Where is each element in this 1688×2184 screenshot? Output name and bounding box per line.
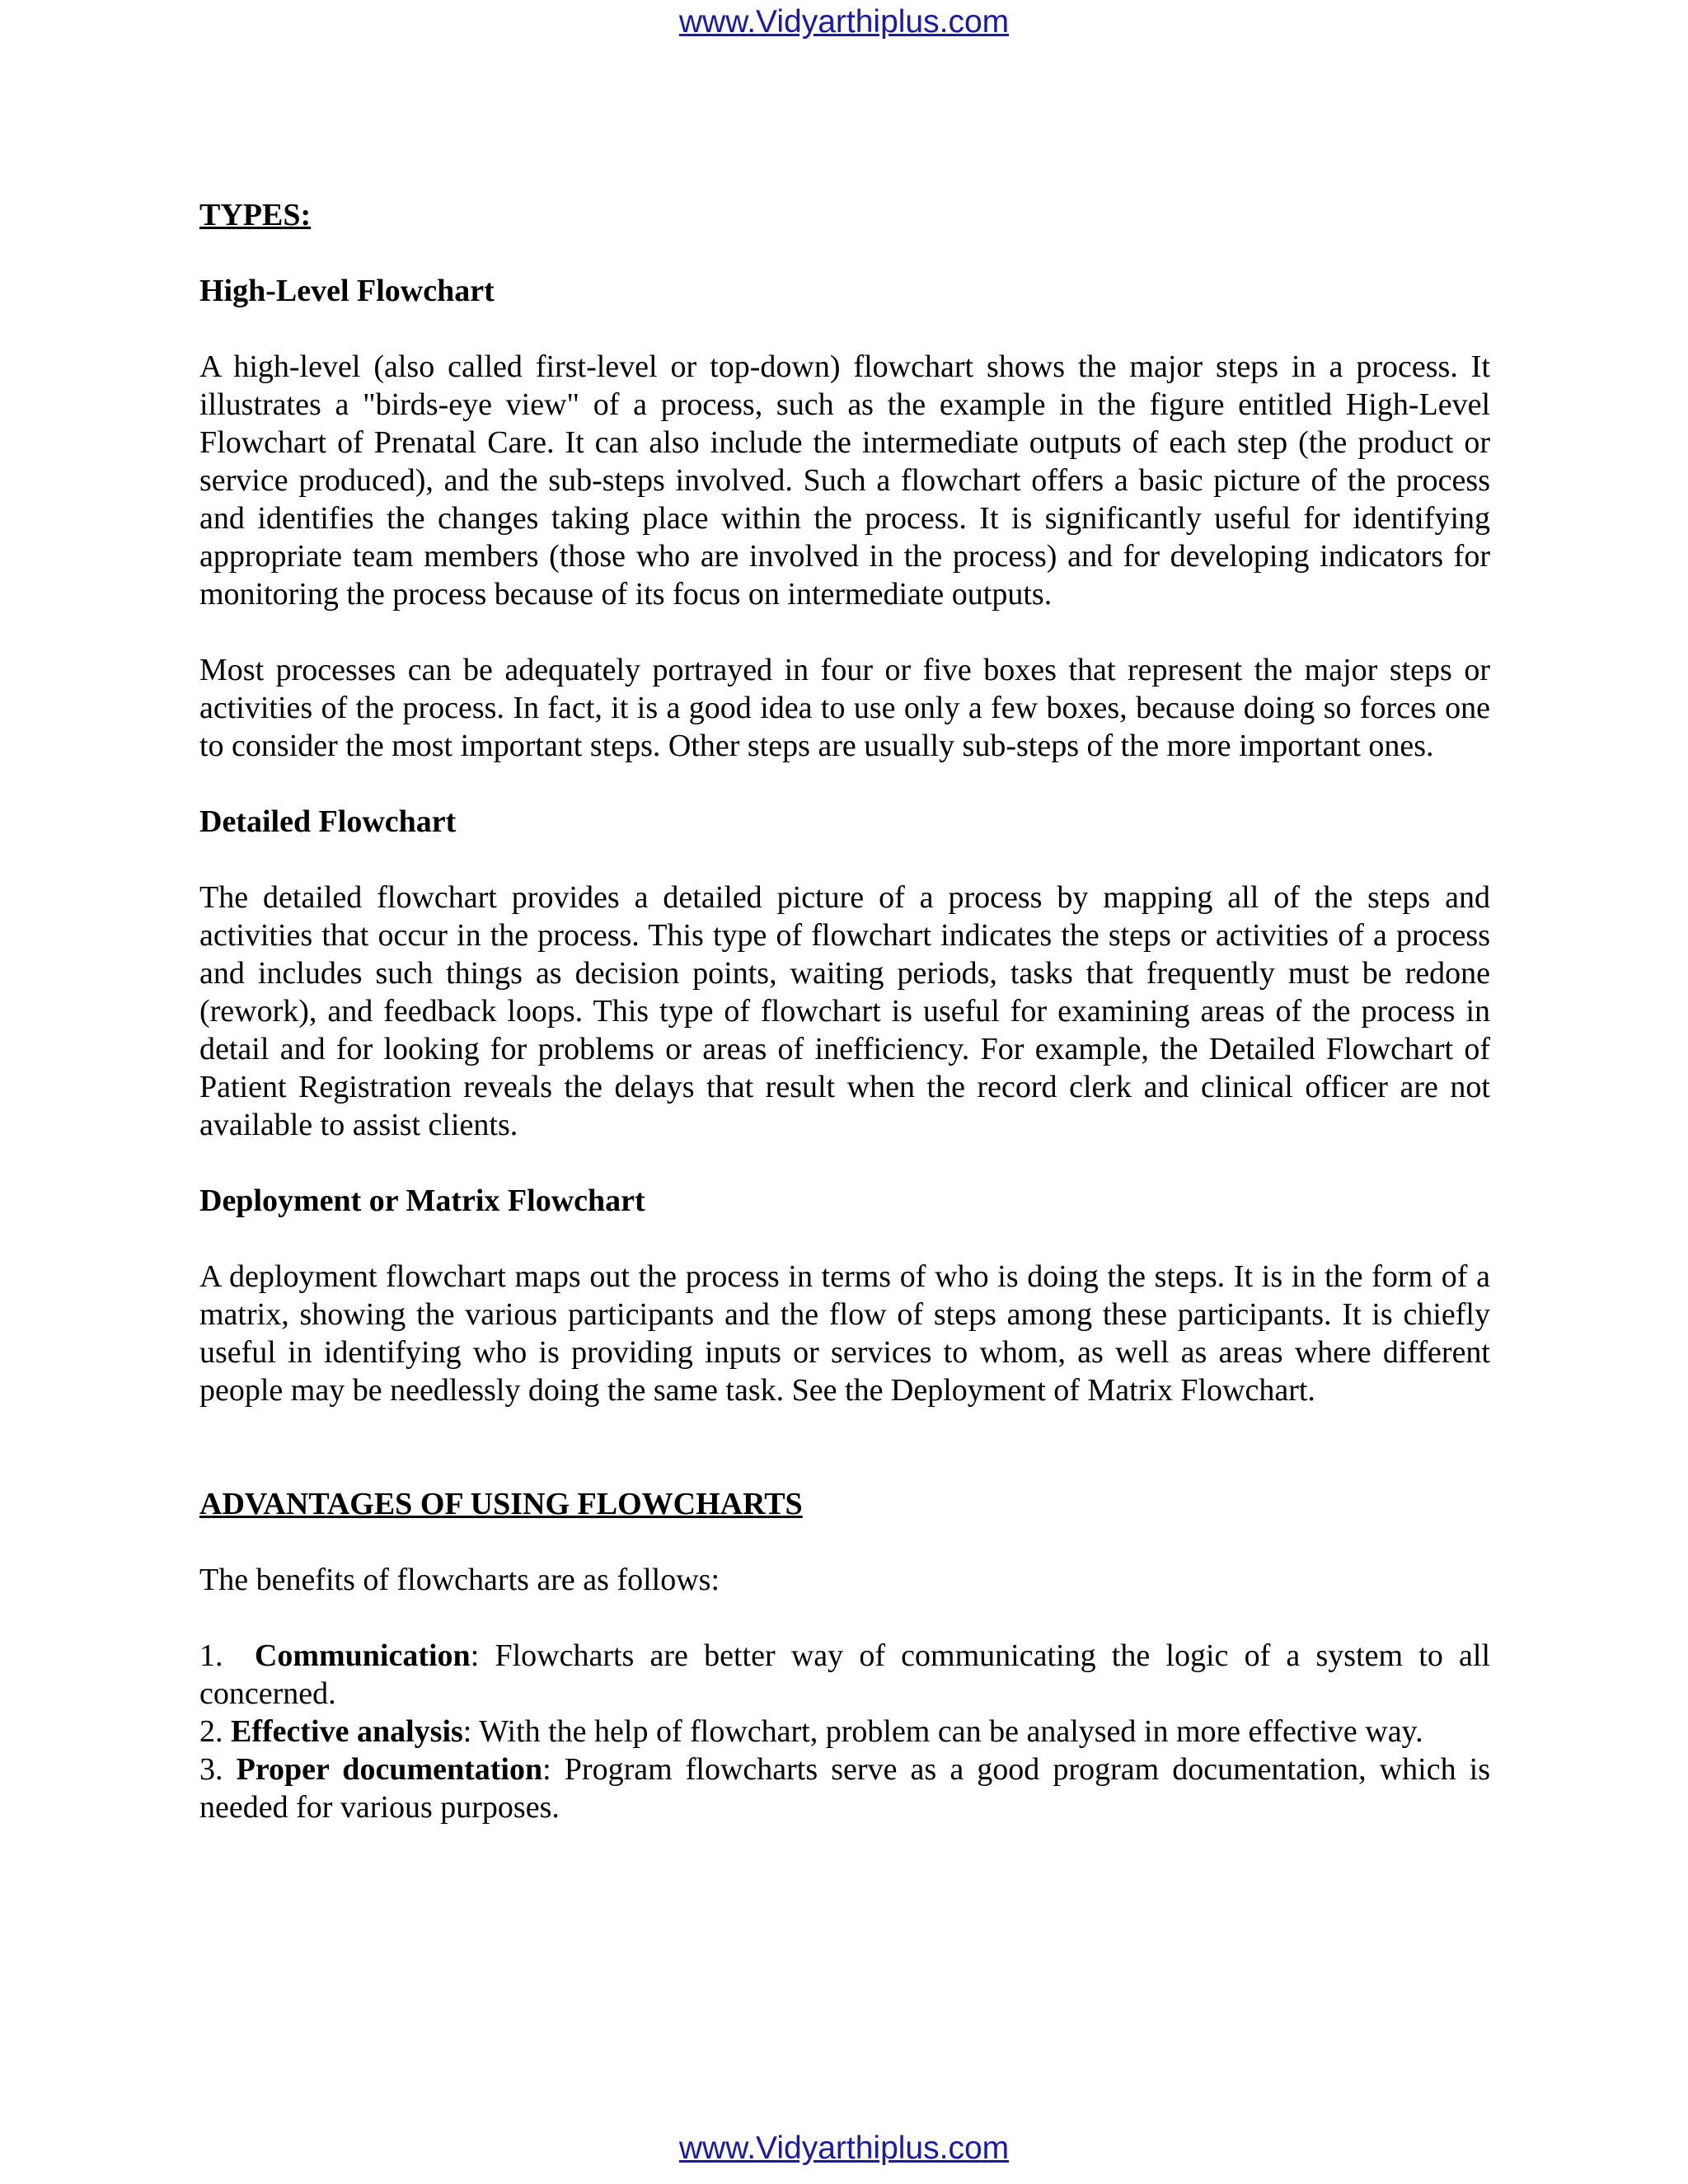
types-title: TYPES: (199, 198, 312, 232)
detailed-paragraph: The detailed flowchart provides a detailed picture of a process by mapping all of the steps and activities that occur in the process. This type of flowchart indicates the steps or activities of a process and includes such things as decision points, waiting periods, tasks that frequently must be redone (rework), and feedback loops. This type of flowchart is useful for examining areas of the process in detail and for looking for problems or areas of inefficiency. For example, the Detailed Flowchart of Patient Registration reveals the delays that result when the record clerk and clinical officer are not available to assist clients. (199, 880, 1490, 1142)
list-item-text: : With the help of flowchart, problem can be analysed in more effective way. (462, 1714, 1423, 1749)
list-item-term: Proper documentation (236, 1752, 543, 1787)
list-item (199, 1637, 1490, 1713)
deployment-heading: Deployment or Matrix Flowchart (199, 1183, 645, 1218)
header-site-link[interactable]: www.Vidyarthiplus.com (678, 4, 1010, 40)
footer-site-link[interactable]: www.Vidyarthiplus.com (678, 2130, 1010, 2166)
list-item-term: Effective analysis (231, 1714, 463, 1749)
deployment-paragraph: A deployment flowchart maps out the process in terms of who is doing the steps. It is in the form of a matrix, showing the various participants and the flow of steps among these participants. It is chiefly useful in identifying who is providing inputs or services to whom, as well as areas where different people may be needlessly doing the same task. See the Deployment of Matrix Flowchart. (199, 1259, 1490, 1408)
high-level-paragraph-1: A high-level (also called first-level or top-down) flowchart shows the major steps in a process. It illustrates a "birds-eye view" of a process, such as the example in the figure entitled High-Level Flowchart of Prenatal Care. It can also include the intermediate outputs of each step (the product or service produced), and the sub-steps involved. Such a flowchart offers a basic picture of the process and identifies the changes taking place within the process. It is significantly useful for identifying appropriate team members (those who are involved in the process) and for developing indicators for monitoring the process because of its focus on intermediate outputs. (199, 349, 1490, 612)
list-item-term: Communication (254, 1638, 471, 1673)
high-level-heading: High-Level Flowchart (199, 274, 495, 308)
list-item-number: 2. (199, 1714, 223, 1749)
high-level-paragraph-2: Most processes can be adequately portrayed in four or five boxes that represent the major steps or activities of the process. In fact, it is a good idea to use only a few boxes, because doing so forces one to consider the most important steps. Other steps are usually sub-steps of the more important ones. (199, 653, 1490, 763)
advantages-intro: The benefits of flowcharts are as follows: (199, 1563, 720, 1597)
list-item (199, 1750, 1490, 1826)
advantages-title: ADVANTAGES OF USING FLOWCHARTS (199, 1487, 803, 1521)
list-item-text: : Flowcharts are better way of communicating the logic of a system to all concerned. (199, 1638, 1491, 1711)
list-item-number: 1. (199, 1638, 223, 1673)
detailed-heading: Detailed Flowchart (199, 804, 457, 839)
list-item-number: 3. (199, 1752, 223, 1787)
list-item-text: : Program flowcharts serve as a good program documentation, which is needed for various purposes. (199, 1752, 1491, 1825)
document-body (199, 196, 1490, 1826)
list-item (199, 1713, 1490, 1750)
